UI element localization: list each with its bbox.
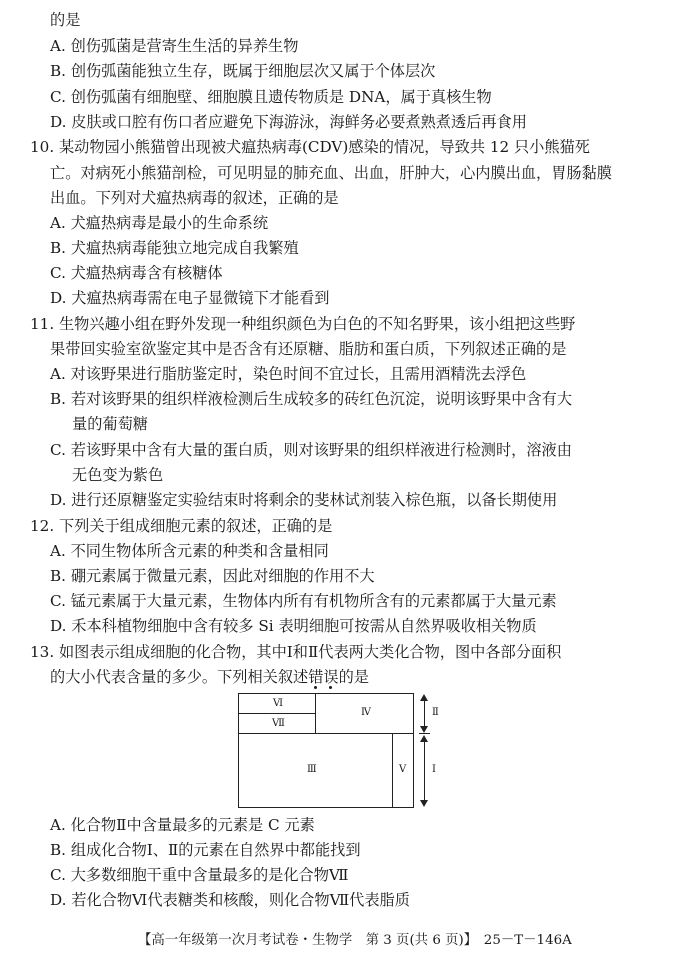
arrow-i-line	[424, 741, 425, 801]
q13-option-c: C. 大多数细胞干重中含量最多的是化合物Ⅶ	[50, 866, 349, 884]
q9-stem-end: 的是	[50, 11, 81, 29]
q10-option-a: A. 犬瘟热病毒是最小的生命系统	[50, 214, 269, 232]
q13-stem-tail: 的是	[338, 668, 369, 686]
q13-option-d: D. 若化合物Ⅵ代表糖类和核酸，则化合物Ⅶ代表脂质	[50, 891, 410, 909]
page-footer: 【高一年级第一次月考试卷・生物学 第 3 页(共 6 页)】 25－T－146A	[138, 933, 572, 948]
q11-option-c: C. 若该野果中含有大量的蛋白质，则对该野果的组织样液进行检测时，溶液由	[50, 441, 572, 459]
q11-stem-line1: 11. 生物兴趣小组在野外发现一种组织颜色为白色的不知名野果，该小组把这些野	[30, 315, 576, 333]
q13-option-a: A. 化合物Ⅱ中含量最多的元素是 C 元素	[50, 816, 315, 834]
q11-stem-line2: 果带回实验室欲鉴定其中是否含有还原糖、脂肪和蛋白质，下列叙述正确的是	[50, 340, 567, 358]
q10-option-b: B. 犬瘟热病毒能独立地完成自我繁殖	[50, 239, 299, 257]
emphasis-char-1: 错	[308, 668, 324, 686]
label-iv: Ⅳ	[361, 707, 371, 718]
arrow-ii-bottom-icon	[420, 726, 428, 733]
label-i: Ⅰ	[432, 764, 436, 775]
q13-stem-line2	[50, 666, 369, 688]
q12-option-b: B. 硼元素属于微量元素，因此对细胞的作用不大	[50, 567, 375, 585]
arrow-i-bottom-icon	[420, 800, 428, 807]
label-ii: Ⅱ	[432, 707, 439, 718]
q12-option-d: D. 禾本科植物细胞中含有较多 Si 表明细胞可按需从自然界吸收相关物质	[50, 617, 537, 635]
q11-option-c-cont: 无色变为紫色	[72, 466, 164, 484]
q10-stem-line2: 亡。对病死小熊猫剖检，可见明显的肺充血、出血，肝肿大，心内膜出血，胃肠黏膜	[50, 164, 612, 182]
q9-option-b: B. 创伤弧菌能独立生存，既属于细胞层次又属于个体层次	[50, 62, 436, 80]
q12-option-a: A. 不同生物体所含元素的种类和含量相同	[50, 542, 329, 560]
q9-option-d: D. 皮肤或口腔有伤口者应避免下海游泳，海鲜务必要煮熟煮透后再食用	[50, 113, 527, 131]
q10-option-d: D. 犬瘟热病毒需在电子显微镜下才能看到	[50, 289, 330, 307]
q11-option-b-cont: 量的葡萄糖	[72, 415, 148, 433]
q13-stem-line1: 13. 如图表示组成细胞的化合物，其中Ⅰ和Ⅱ代表两大类化合物，图中各部分面积	[30, 643, 562, 661]
arrow-ii-line	[424, 700, 425, 726]
q10-stem-line3: 出血。下列对犬瘟热病毒的叙述，正确的是	[50, 189, 339, 207]
q12-stem: 12. 下列关于组成细胞元素的叙述，正确的是	[30, 517, 333, 535]
label-iii: Ⅲ	[307, 764, 317, 775]
label-v: Ⅴ	[399, 764, 407, 775]
compound-area-diagram	[238, 693, 440, 808]
q11-option-a: A. 对该野果进行脂肪鉴定时，染色时间不宜过长，且需用酒精洗去浮色	[50, 365, 527, 383]
q13-option-b: B. 组成化合物Ⅰ、Ⅱ的元素在自然界中都能找到	[50, 841, 361, 859]
q11-option-b: B. 若对该野果的组织样液检测后生成较多的砖红色沉淀，说明该野果中含有大	[50, 390, 573, 408]
q9-option-a: A. 创伤弧菌是营寄生生活的异养生物	[50, 37, 299, 55]
q11-option-d: D. 进行还原糖鉴定实验结束时将剩余的斐林试剂装入棕色瓶，以备长期使用	[50, 491, 558, 509]
q10-option-c: C. 犬瘟热病毒含有核糖体	[50, 264, 223, 282]
label-vi: Ⅵ	[273, 698, 284, 709]
q13-stem-text: 的大小代表含量的多少。下列相关叙述	[50, 668, 309, 686]
emphasis-char-2: 误	[323, 668, 339, 686]
label-vii: Ⅶ	[272, 718, 285, 729]
q10-stem-line1: 10. 某动物园小熊猫曾出现被犬瘟热病毒(CDV)感染的情况，导致共 12 只小熊猫死	[30, 138, 590, 156]
q9-option-c: C. 创伤弧菌有细胞壁、细胞膜且遗传物质是 DNA，属于真核生物	[50, 88, 492, 106]
arrow-divider	[419, 733, 430, 734]
q12-option-c: C. 锰元素属于大量元素，生物体内所有有机物所含有的元素都属于大量元素	[50, 592, 557, 610]
